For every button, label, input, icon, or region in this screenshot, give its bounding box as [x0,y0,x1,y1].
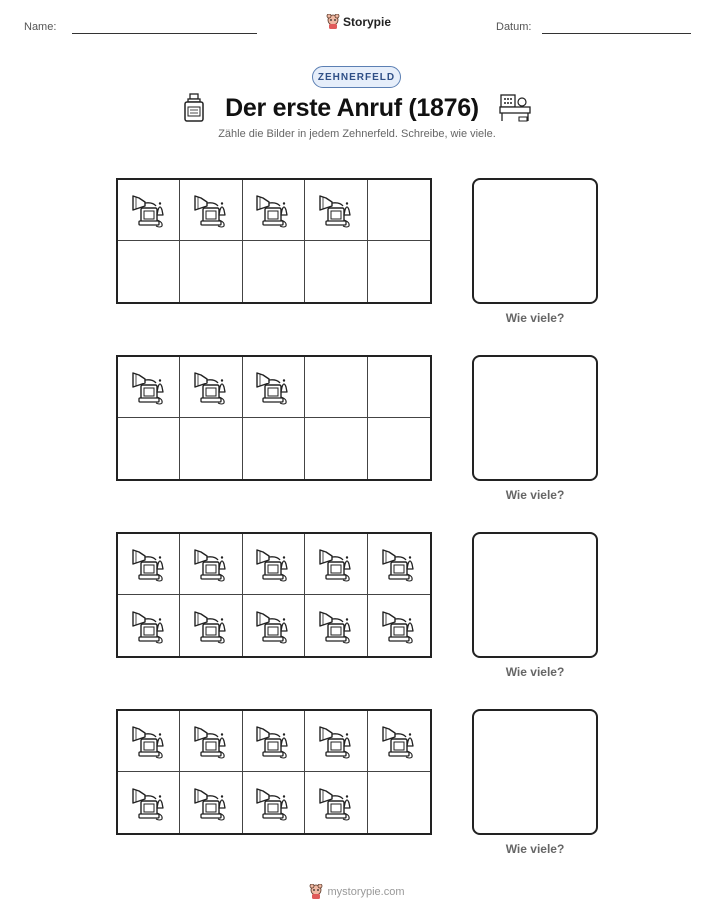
ten-frame-cell [180,357,242,418]
page-header [0,0,714,50]
vintage-telephone-icon [129,783,169,823]
ten-frame [116,355,432,481]
instructions: Zähle die Bilder in jedem Zehnerfeld. Schreibe, wie viele. [218,128,496,140]
ten-frame-cell [368,418,430,479]
date-label: Datum: [496,21,532,33]
ten-frame-cell [243,357,305,418]
answer-prompt: Wie viele? [505,488,565,502]
ten-frame-cell [243,180,305,241]
title-row [0,90,714,126]
vintage-telephone-icon [253,783,293,823]
vintage-telephone-icon [316,190,356,230]
ten-frame-cell [243,418,305,479]
ten-frame-cell [368,241,430,302]
ten-frame-cell [180,711,242,772]
ten-frame-cell [118,534,180,595]
ten-frame-cell [243,534,305,595]
vintage-telephone-icon [129,544,169,584]
ten-frame-cell [180,241,242,302]
ten-frame-cell [368,711,430,772]
vintage-telephone-icon [129,367,169,407]
brand-logo [326,14,391,30]
ten-frame-cell [368,772,430,833]
vintage-telephone-icon [129,721,169,761]
ten-frame-cell [243,711,305,772]
ten-frame-cell [180,534,242,595]
vintage-telephone-icon [253,544,293,584]
ten-frame-cell [368,534,430,595]
vintage-telephone-icon [191,367,231,407]
ten-frame-cell [118,357,180,418]
answer-prompt: Wie viele? [505,842,565,856]
ten-frame-cell [118,180,180,241]
ten-frame-cell [118,595,180,656]
vintage-telephone-icon [316,783,356,823]
ten-frame-cell [118,241,180,302]
vintage-telephone-icon [191,190,231,230]
ten-frame-cell [305,534,367,595]
ten-frame-cell [180,418,242,479]
vintage-telephone-icon [253,721,293,761]
vintage-switchboard-icon [499,93,531,123]
ten-frame [116,532,432,658]
ten-frame-cell [243,772,305,833]
date-field[interactable] [542,33,691,34]
exercise-3 [0,532,714,692]
ten-frame-cell [305,241,367,302]
vintage-telephone-icon [191,606,231,646]
ten-frame-cell [243,241,305,302]
worksheet-type-badge: ZEHNERFELD [312,66,401,88]
ten-frame-cell [305,711,367,772]
exercise-1 [0,178,714,338]
vintage-telephone-icon [253,367,293,407]
ten-frame-cell [368,357,430,418]
storypie-mascot-icon [309,884,323,900]
vintage-telephone-icon [253,190,293,230]
vintage-telephone-icon [191,721,231,761]
answer-box[interactable] [472,178,598,304]
answer-box[interactable] [472,355,598,481]
vintage-telephone-icon [253,606,293,646]
ten-frame-cell [305,595,367,656]
vintage-telephone-icon [316,721,356,761]
answer-box[interactable] [472,709,598,835]
ink-bottle-icon [183,93,205,123]
ten-frame-cell [368,595,430,656]
exercise-2 [0,355,714,515]
answer-prompt: Wie viele? [505,665,565,679]
ten-frame-cell [180,595,242,656]
ten-frame-cell [305,180,367,241]
brand-name: Storypie [343,15,392,29]
name-label: Name: [24,21,57,33]
ten-frame-cell [368,180,430,241]
ten-frame-cell [180,772,242,833]
page-footer [0,884,714,900]
name-field[interactable] [72,33,257,34]
ten-frame-cell [305,772,367,833]
vintage-telephone-icon [191,783,231,823]
vintage-telephone-icon [191,544,231,584]
footer-url[interactable]: mystorypie.com [327,886,405,898]
ten-frame [116,178,432,304]
ten-frame-cell [243,595,305,656]
ten-frame-cell [118,418,180,479]
ten-frame-cell [118,711,180,772]
ten-frame [116,709,432,835]
vintage-telephone-icon [379,544,419,584]
storypie-mascot-icon [326,14,340,30]
vintage-telephone-icon [129,606,169,646]
ten-frame-cell [118,772,180,833]
page-title: Der erste Anruf (1876) [225,93,479,122]
answer-prompt: Wie viele? [505,311,565,325]
vintage-telephone-icon [379,721,419,761]
answer-box[interactable] [472,532,598,658]
ten-frame-cell [305,357,367,418]
vintage-telephone-icon [316,544,356,584]
ten-frame-cell [305,418,367,479]
vintage-telephone-icon [316,606,356,646]
vintage-telephone-icon [379,606,419,646]
vintage-telephone-icon [129,190,169,230]
exercise-4 [0,709,714,869]
ten-frame-cell [180,180,242,241]
